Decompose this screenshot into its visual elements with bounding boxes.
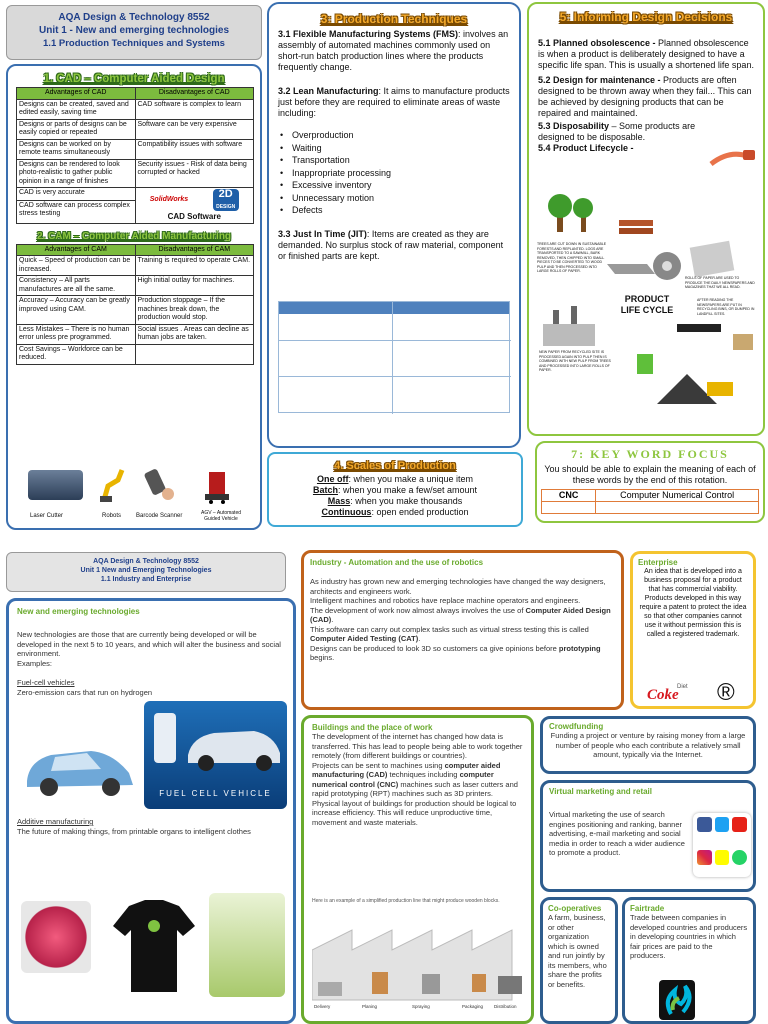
snapchat-icon xyxy=(715,850,730,865)
maintenance-paragraph: 5.2 Design for maintenance - Products are often designed to be thrown away when they fail... This can be achieved by designing products that can be repaired and maintained. xyxy=(538,75,752,118)
whatsapp-icon xyxy=(732,850,747,865)
scales-panel xyxy=(267,452,523,527)
printed-ear-image xyxy=(21,901,91,973)
jit-paragraph: 3.3 Just In Time (JIT): Items are created as they are demanded. No surplus stock of raw material, component or finished parts are kept. xyxy=(278,228,504,261)
barcode-scanner-image xyxy=(140,468,180,502)
table-row: Consistency – All parts manufactures are all the same. High initial outlay for machines. xyxy=(17,276,254,296)
fuel-cell-text: Zero-emission cars that run on hydrogen xyxy=(17,687,153,697)
twitter-icon xyxy=(715,817,730,832)
new-technologies-panel xyxy=(6,598,296,1024)
industry-para-3: The development of work now almost always involves the use of Computer Aided Design (CAD). xyxy=(310,605,611,624)
table-row: Designs or parts of designs can be easily copied or repeated Software can be very expensive xyxy=(17,119,254,139)
list-item: • Transportation xyxy=(278,154,510,167)
coke-logo: Diet Coke xyxy=(647,686,705,706)
bottom-header xyxy=(6,552,286,592)
product-box-image xyxy=(209,893,285,997)
production-line-caption: Here is an example of a simplified production line that might produce wooden blocks. xyxy=(312,898,500,904)
enterprise-title: Enterprise xyxy=(638,558,678,567)
bottom-header-line-1: AQA Design & Technology 8552 xyxy=(93,558,199,565)
cad-title: 1. CAD – Computer Aided Design xyxy=(43,73,225,85)
header-line-2: Unit 1 - New and emerging technologies xyxy=(38,25,230,36)
disposability-paragraph: 5.3 Disposability – Some products are designed to be disposable. xyxy=(538,121,696,142)
header-line-3: 1.1 Production Techniques and Systems xyxy=(43,38,225,49)
informing-design-panel xyxy=(527,2,765,436)
buildings-para-1: The development of the internet has changed how data is transferred. This has lead to people being able to work together remotely (from different buildings or countries). xyxy=(312,732,523,760)
cad-software-logos xyxy=(135,188,254,224)
buildings-panel xyxy=(301,715,534,1024)
obsolescence-paragraph: 5.1 Planned obsolescence - Planned obsolescence is when a product is deliberately designed to have a specific life span. This is usually a shortened life span. xyxy=(538,38,754,70)
caption-barcode-scanner: Barcode Scanner xyxy=(136,513,183,519)
production-techniques-panel xyxy=(267,2,521,448)
fairtrade-panel xyxy=(622,897,756,1024)
stage-packaging: Packaging xyxy=(462,1004,484,1009)
key-word-title: 7: KEY WORD FOCUS xyxy=(571,447,729,461)
agv-image xyxy=(201,466,233,504)
cad-dis-header: Disadvantages of CAD xyxy=(135,88,254,100)
bottom-header-line-3: 1.1 Industry and Enterprise xyxy=(100,576,192,583)
net-intro: New technologies are those that are currently being developed or will be developed in the next 5 to 10 years, and which will alter the business and social environment. xyxy=(17,630,281,658)
bottom-header-line-2: Unit 1 New and Emerging Technologies xyxy=(80,567,212,574)
instagram-icon xyxy=(697,850,712,865)
cam-dis-header: Disadvantages of CAM xyxy=(135,244,254,256)
scales-title: 4. Scales of Production xyxy=(334,460,456,472)
caption-laser-cutter: Laser Cutter xyxy=(30,513,64,519)
cooperatives-text: A farm, business, or other organization which is owned and run jointly by its members, who share the profits or benefits. xyxy=(548,913,607,989)
key-word-table xyxy=(541,489,759,514)
net-examples: Examples: xyxy=(17,658,53,668)
enterprise-text: An idea that is developed into a business proposal for a product that has commercial viability. Products developed in this way require a patent to protect the idea so that other companies cannot use it without permission this is called a registered trademark. xyxy=(639,568,747,638)
table-row: Accuracy – Accuracy can be greatly improved using CAM. Production stoppage – If the machines break down, the production would stop. xyxy=(17,296,254,325)
cam-table xyxy=(16,244,254,365)
lifecycle-note-3: AFTER READING THE NEWSPAPERS ARE PUT IN RECYCLING BINS, OR DUMPED IN LANDFILL SITES. xyxy=(697,298,755,316)
table-row: CNC Computer Numerical Control xyxy=(542,490,759,502)
additive-heading: Additive manufacturing xyxy=(17,817,94,826)
life-cycle-label: PRODUCT LIFE CYCLE xyxy=(620,294,674,315)
lifecycle-note-1: TREES ARE CUT DOWN IN SUSTAINABLE FORESTS AND REPLANTED. LOGS ARE TRANSPORTED TO A SAWMILL, BARK REMOVED, THEN CHIPPED INTO SMALL PIECES TO BE CONVERTED TO WOOD PULP AND THEN PROCESSED INTO LARGE ROLLS OF PAPER. xyxy=(537,242,607,273)
scale-batch: Batch: when you make a few/set amount xyxy=(312,485,478,495)
cad-adv-header: Advantages of CAD xyxy=(17,88,136,100)
lifecycle-note-4: NEW PAPER FROM RECYCLED SITE IS PROCESSED AGAIN INTO PULP THEN IS COMBINED WITH NEW PULP FROM TREES AND PROCESSED INTO LARGE ROLLS OF PAPER. xyxy=(539,350,611,372)
list-item: • Waiting xyxy=(278,142,510,155)
cad-software-label: CAD Software xyxy=(167,212,221,221)
additive-text: The future of making things, from printable organs to intelligent clothes xyxy=(17,827,251,836)
production-line-diagram xyxy=(312,910,527,1022)
list-item: • Unnecessary motion xyxy=(278,192,510,205)
2d-design-logo: 2D DESIGN xyxy=(213,189,239,211)
virtual-marketing-text: Virtual marketing the use of search engines positioning and ranking, banner advertising, e-mail marketing and social media in order to reach a wider audience to promote a product. xyxy=(549,810,685,857)
industry-para-5: Designs can be produced to look 3D so customers ca give opinions before prototyping begins. xyxy=(310,643,601,662)
facebook-icon xyxy=(697,817,712,832)
table-row: Quick – Speed of production can be increased. Training is required to operate CAM. xyxy=(17,256,254,276)
fms-paragraph: 3.1 Flexible Manufacturing Systems (FMS): involves an assembly of automated machines commonly used on short-run batch production lines where the products frequently change. xyxy=(278,29,509,72)
crowdfunding-panel xyxy=(540,716,756,774)
table-row: Designs can be created, saved and edited easily, saving time CAD software is complex to learn xyxy=(17,99,254,119)
youtube-icon xyxy=(732,817,747,832)
laser-cutter-image xyxy=(28,470,83,500)
industry-para-4: This software can carry out complex tasks such as virtual stress testing this is called Computer Aided Testing (CAT). xyxy=(310,624,589,643)
buildings-para-2: Projects can be sent to machines using computer aided manufacturing (CAD) techniques including computer numerical control (CNC) machines such as laser cutters and rapid prototyping (RPT) machines such as 3D printers. xyxy=(312,760,518,798)
product-life-cycle-diagram xyxy=(537,194,759,426)
buildings-title: Buildings and the place of work xyxy=(312,723,433,732)
cad-table xyxy=(16,87,254,224)
registered-trademark-icon: ® xyxy=(717,679,735,706)
fuel-cell-heading: Fuel-cell vehicles xyxy=(17,678,75,687)
lifecycle-note-2: ROLLS OF PAPER ARE USED TO PRODUCE THE DAILY NEWSPAPERS AND MAGAZINES THAT WE ALL READ. xyxy=(685,276,755,289)
key-word-panel xyxy=(535,441,765,523)
table-row: Designs can be rendered to look photo-realistic to gather public opinion in a range of finishes Security issues - Risk of data being corrupted or hacked xyxy=(17,159,254,188)
cam-title: 2. CAM – Computer Aided Manufacturing xyxy=(36,230,232,242)
lean-paragraph: 3.2 Lean Manufacturing: It aims to manufacture products just before they are required to eliminate areas of waste including: xyxy=(278,86,510,118)
industry-para-1: As industry has grown new and emerging technologies have changed the way designers, architects and engineers work. xyxy=(310,577,606,596)
stage-distribution: Distribution xyxy=(494,1004,517,1009)
header-line-1: AQA Design & Technology 8552 xyxy=(58,12,210,23)
scale-mass: Mass: when you make thousands xyxy=(327,496,463,506)
fuel-cell-car-image xyxy=(21,731,139,801)
list-item: • Excessive inventory xyxy=(278,179,510,192)
crowdfunding-text: Funding a project or venture by raising money from a large number of people who each contribute a relatively small amount, typically via the Internet. xyxy=(550,731,746,759)
solidworks-logo: SolidWorks xyxy=(149,195,189,203)
cooperatives-panel xyxy=(540,897,618,1024)
stage-planing: Planing xyxy=(362,1004,378,1009)
cad-cam-panel xyxy=(6,64,262,530)
table-row xyxy=(542,501,759,513)
production-title: 3: Production Techniques xyxy=(320,12,468,26)
fuel-cell-vehicle-label: FUEL CELL VEHICLE xyxy=(159,789,272,798)
virtual-marketing-panel xyxy=(540,780,756,892)
lifecycle-heading: 5.4 Product Lifecycle - xyxy=(538,143,634,153)
table-row: CAD is very accurate SolidWorks 2D DESIGN CAD Software xyxy=(17,188,254,201)
industry-panel xyxy=(301,550,624,710)
buildings-para-3: Physical layout of buildings for production should be logical to increase efficiency. This will reduce unproductive time, movement and waste materials. xyxy=(312,798,517,827)
table-row: Cost Savings – Workforce can be reduced. xyxy=(17,344,254,364)
caption-robots: Robots xyxy=(102,513,122,519)
list-item: • Inappropriate processing xyxy=(278,167,510,180)
table-row: CAD software can process complex stress testing xyxy=(17,200,254,223)
industry-para-2: Intelligent machines and robotics have replace machine operators and engineers. xyxy=(310,596,581,605)
razor-image xyxy=(709,146,757,168)
caption-agv: AGV – Automated Guided Vehicle xyxy=(200,510,242,522)
robot-image xyxy=(98,466,128,502)
empty-table xyxy=(278,301,510,413)
waste-list xyxy=(278,129,510,217)
list-item: • Defects xyxy=(278,204,510,217)
fairtrade-logo xyxy=(659,980,695,1020)
stage-spraying: Spraying xyxy=(412,1004,430,1009)
enterprise-panel xyxy=(630,551,756,709)
top-header xyxy=(6,5,262,60)
net-title: New and emerging technologies xyxy=(17,607,140,616)
fairtrade-text: Trade between companies in developed countries and producers in developing countries in which fair prices are paid to the producers. xyxy=(630,913,748,960)
cooperatives-title: Co-operatives xyxy=(548,904,602,913)
cam-adv-header: Advantages of CAM xyxy=(17,244,136,256)
fuel-cell-vehicle-image xyxy=(144,701,287,809)
fairtrade-title: Fairtrade xyxy=(630,904,665,913)
industry-title: Industry - Automation and the use of robotics xyxy=(310,558,484,567)
crowdfunding-title: Crowdfunding xyxy=(549,722,604,731)
scale-one-off: One off: when you make a unique item xyxy=(316,474,474,484)
stage-delivery: Delivery xyxy=(314,1004,331,1009)
informing-title: 5: Informing Design Decisions xyxy=(559,10,733,24)
smart-clothing-image xyxy=(109,896,199,996)
key-word-intro: You should be able to explain the meaning of each of these words by the end of this rotation. xyxy=(544,464,756,485)
social-media-icons xyxy=(693,813,751,877)
virtual-marketing-title: Virtual marketing and retail xyxy=(549,787,652,796)
table-row: Designs can be worked on by remote teams simultaneously Compatibility issues with software xyxy=(17,139,254,159)
scale-continuous: Continuous: open ended production xyxy=(321,507,469,517)
table-row: Less Mistakes – There is no human error unless pre programmed. Social issues . Areas can decline as human jobs are taken. xyxy=(17,324,254,344)
list-item: • Overproduction xyxy=(278,129,510,142)
